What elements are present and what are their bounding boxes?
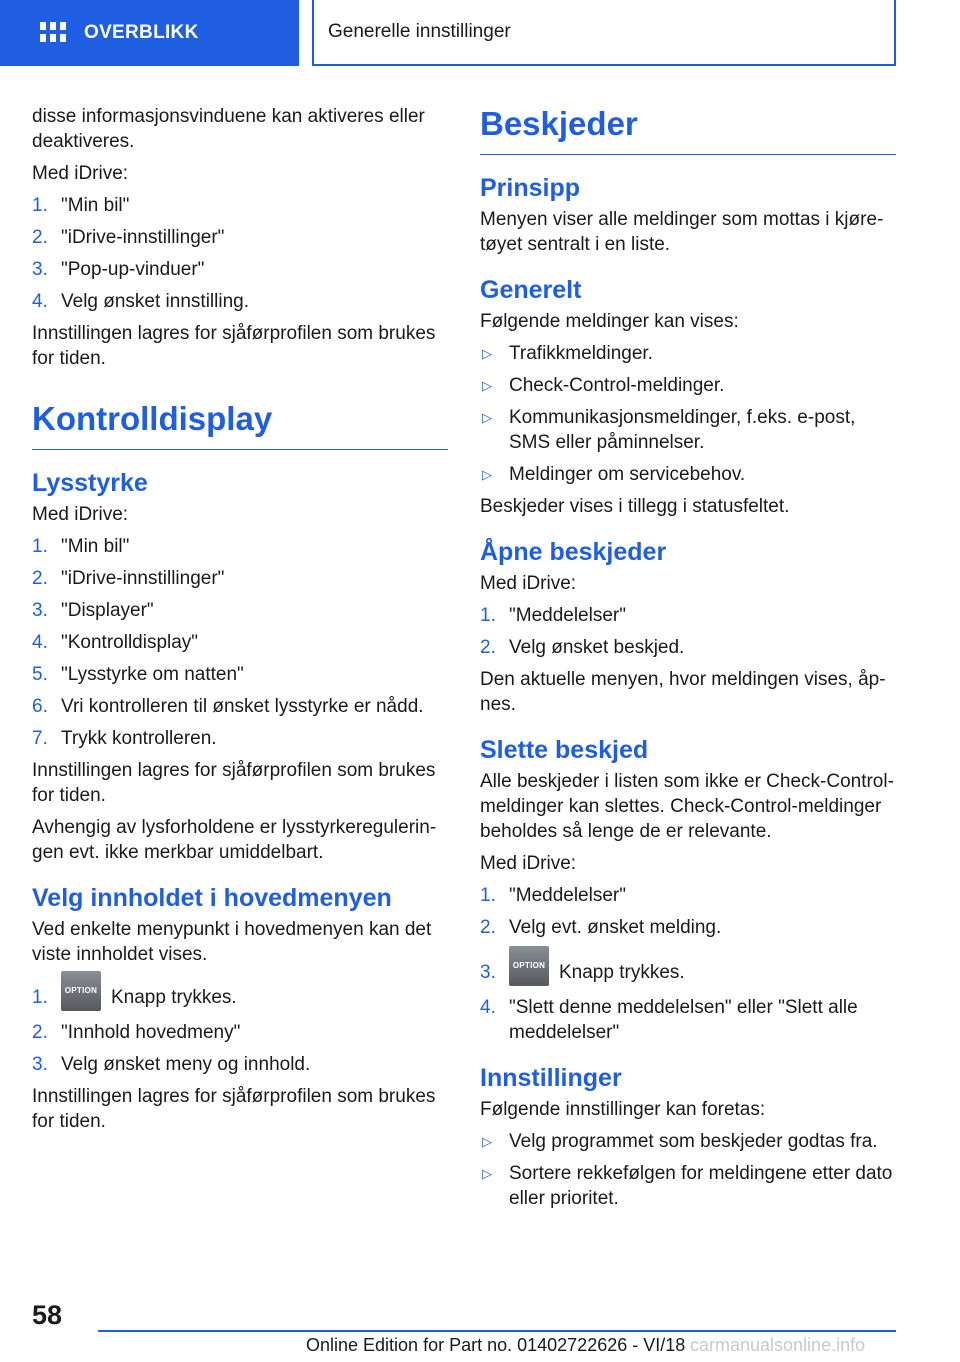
step-number: 6. (32, 696, 48, 717)
step-number: 7. (32, 728, 48, 749)
paragraph: Med iDrive: (32, 163, 129, 184)
bullet-text: Check-Control-meldinger. (509, 375, 725, 396)
step-text: "Min bil" (61, 536, 130, 557)
list-item (480, 995, 896, 1045)
step-text: Trykk kontrolleren. (61, 728, 217, 749)
paragraph: Beskjeder vises i tillegg i statusfeltet. (480, 496, 790, 517)
list-item (32, 662, 448, 687)
footer-edition: Online Edition for Part no. 01402722626 - VI/18 (306, 1335, 686, 1355)
list-item (32, 630, 448, 655)
list-item (32, 534, 448, 559)
step-number: 2. (32, 568, 48, 589)
bullet-text: Trafikkmeldinger. (509, 343, 653, 364)
step-text: "Min bil" (61, 195, 130, 216)
step-number: 2. (480, 637, 496, 658)
step-number: 1. (32, 195, 48, 216)
step-number: 2. (32, 1022, 48, 1043)
paragraph: disse informasjonsvinduene kan aktiveres eller deaktiveres. (32, 106, 425, 152)
list-item (480, 341, 896, 366)
subsection-heading: Velg innholdet i hovedmenyen (32, 884, 392, 912)
list-item (32, 1020, 448, 1045)
step-text: "iDrive-innstillinger" (61, 227, 225, 248)
paragraph: Med iDrive: (480, 853, 577, 874)
paragraph: Menyen viser alle meldinger som mottas i kjøretøyet sentralt i en liste. (480, 209, 884, 255)
steps-list (32, 985, 448, 1077)
list-item (480, 1129, 896, 1154)
step-number: 3. (32, 1054, 48, 1075)
triangle-right-icon: ▷ (482, 378, 492, 393)
footer-divider (98, 1330, 896, 1332)
step-text: "Lysstyrke om natten" (61, 664, 244, 685)
bullet-text: Sortere rekkefølgen for meldingene etter dato eller prioritet. (509, 1163, 893, 1209)
list-item (32, 598, 448, 623)
list-item (32, 985, 448, 1011)
list-item (480, 603, 896, 628)
steps-list (32, 534, 448, 751)
step-text: Velg ønsket innstilling. (61, 291, 249, 312)
paragraph: Følgende innstillinger kan foretas: (480, 1099, 766, 1120)
right-column (480, 104, 896, 1218)
subsection-heading: Lysstyrke (32, 469, 148, 497)
steps-list (480, 603, 896, 660)
step-number: 2. (480, 917, 496, 938)
list-item (480, 635, 896, 660)
step-number: 3. (32, 259, 48, 280)
step-text: "Slett denne meddelelsen" eller "Slett alle meddelelser" (509, 997, 858, 1043)
step-text: Knapp trykkes. (559, 962, 685, 984)
steps-list (32, 193, 448, 314)
paragraph: Innstillingen lagres for sjåførprofilen som brukes for tiden. (32, 323, 436, 369)
watermark: carmanualsonline.info (690, 1335, 866, 1355)
left-column (32, 104, 448, 1141)
paragraph: Den aktuelle menyen, hvor meldingen vises, åpnes. (480, 669, 886, 715)
subsection-heading: Generelt (480, 276, 582, 304)
paragraph: Med iDrive: (32, 504, 129, 525)
paragraph: Innstillingen lagres for sjåførprofilen som brukes for tiden. (32, 1086, 436, 1132)
paragraph: Følgende meldinger kan vises: (480, 311, 739, 332)
bullet-text: Meldinger om servicebehov. (509, 464, 746, 485)
step-number: 3. (32, 600, 48, 621)
step-number: 4. (32, 632, 48, 653)
triangle-right-icon: ▷ (482, 1134, 492, 1149)
paragraph: Avhengig av lysforholdene er lysstyrkereguleringen evt. ikke merkbar umiddelbart. (32, 817, 437, 863)
bullet-list (480, 341, 896, 487)
step-number: 5. (32, 664, 48, 685)
list-item (480, 915, 896, 940)
step-text: "Displayer" (61, 600, 154, 621)
section-heading: Kontrolldisplay (32, 399, 448, 450)
option-button-icon: OPTION (509, 946, 549, 986)
page-number: 58 (32, 1300, 63, 1330)
section-tab[interactable] (312, 0, 896, 66)
section-title: Generelle innstillinger (328, 21, 511, 42)
step-text: "Pop-up-vinduer" (61, 259, 205, 280)
step-content (61, 985, 448, 1011)
subsection-heading: Prinsipp (480, 174, 581, 202)
step-text: Velg ønsket meny og innhold. (61, 1054, 311, 1075)
list-item (480, 883, 896, 908)
step-number: 4. (480, 997, 496, 1018)
step-text: "Innhold hovedmeny" (61, 1022, 241, 1043)
list-item (480, 405, 896, 455)
step-text: Vri kontrolleren til ønsket lysstyrke er nådd. (61, 696, 424, 717)
paragraph: Ved enkelte menypunkt i hovedmenyen kan det viste innholdet vises. (32, 919, 432, 965)
step-number: 1. (480, 885, 496, 906)
paragraph: Innstillingen lagres for sjåførprofilen som brukes for tiden. (32, 760, 436, 806)
bullet-list (480, 1129, 896, 1211)
step-number: 3. (480, 962, 496, 983)
step-text: "iDrive-innstillinger" (61, 568, 225, 589)
step-number: 1. (480, 605, 496, 626)
list-item (32, 193, 448, 218)
steps-list (480, 883, 896, 1045)
triangle-right-icon: ▷ (482, 410, 492, 425)
list-item (480, 1161, 896, 1211)
step-content (509, 960, 896, 986)
triangle-right-icon: ▷ (482, 346, 492, 361)
option-button-icon: OPTION (61, 971, 101, 1011)
step-text: Velg evt. ønsket melding. (509, 917, 722, 938)
step-text: "Meddelelser" (509, 885, 626, 906)
list-item (480, 462, 896, 487)
subsection-heading: Innstillinger (480, 1064, 622, 1092)
step-number: 1. (32, 987, 48, 1008)
bullet-text: Kommunikasjonsmeldinger, f.eks. e-post, SMS eller påminnelser. (509, 407, 856, 453)
list-item (480, 960, 896, 986)
bullet-text: Velg programmet som beskjeder godtas fra. (509, 1131, 878, 1152)
section-heading: Beskjeder (480, 104, 896, 155)
subsection-heading: Slette beskjed (480, 736, 649, 764)
paragraph: Med iDrive: (480, 573, 577, 594)
list-item (32, 694, 448, 719)
step-text: "Meddelelser" (509, 605, 626, 626)
step-text: Velg ønsket beskjed. (509, 637, 685, 658)
overview-tab[interactable] (0, 0, 299, 66)
list-item (480, 373, 896, 398)
step-text: Knapp trykkes. (111, 987, 237, 1009)
step-number: 1. (32, 536, 48, 557)
grid-icon (40, 22, 66, 44)
subsection-heading: Åpne beskjeder (480, 538, 667, 566)
overview-label: OVERBLIKK (84, 22, 199, 43)
triangle-right-icon: ▷ (482, 1166, 492, 1181)
list-item (32, 726, 448, 751)
list-item (32, 289, 448, 314)
list-item (32, 566, 448, 591)
list-item (32, 1052, 448, 1077)
list-item (32, 225, 448, 250)
paragraph: Alle beskjeder i listen som ikke er Check-Control-meldinger kan slettes. Check-Control-meldinger beholdes så lenge de er relevante. (480, 771, 894, 842)
step-number: 2. (32, 227, 48, 248)
step-number: 4. (32, 291, 48, 312)
page-header (0, 0, 960, 66)
list-item (32, 257, 448, 282)
step-text: "Kontrolldisplay" (61, 632, 199, 653)
triangle-right-icon: ▷ (482, 467, 492, 482)
